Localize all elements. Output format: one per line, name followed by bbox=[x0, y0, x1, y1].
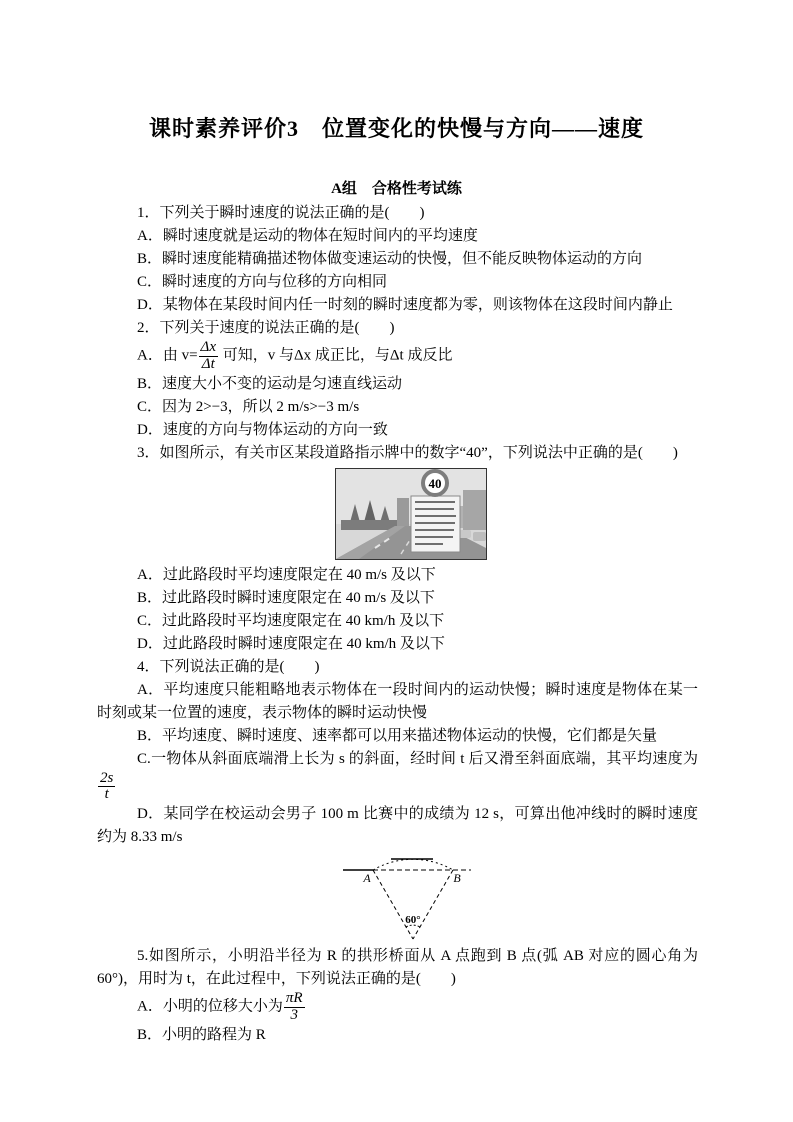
question-1-option-b: B．瞬时速度能精确描述物体做变速运动的快慢，但不能反映物体运动的方向 bbox=[137, 251, 643, 267]
question-2-option-a bbox=[97, 340, 698, 373]
speed-limit-value: 40 bbox=[428, 475, 442, 491]
question-5-option-a bbox=[97, 991, 698, 1024]
option-text: C.一物体从斜面底端滑上长为 s 的斜面，经时间 t 后又滑至斜面底端，其平均速度为 bbox=[137, 750, 698, 767]
question-1-option-d: D．某物体在某段时间内任一时刻的瞬时速度都为零，则该物体在这段时间内静止 bbox=[137, 297, 673, 313]
option-text: A．小明的位移大小为 bbox=[137, 998, 283, 1015]
question-2-option-c: C．因为 2>−3，所以 2 m/s>−3 m/s bbox=[137, 398, 360, 415]
question-3-option-d: D．过此路段时瞬时速度限定在 40 km/h 及以下 bbox=[137, 635, 445, 652]
question-5-option-b: B．小明的路程为 R bbox=[137, 1026, 266, 1043]
fraction-numerator: πR bbox=[285, 990, 303, 1006]
section-heading: A组 合格性考试练 bbox=[331, 181, 462, 197]
sign-panel-text-lines bbox=[415, 502, 456, 544]
question-1-stem: 1．下列关于瞬时速度的说法正确的是( ) bbox=[137, 205, 425, 221]
question-5-stem: 5.如图所示，小明沿半径为 R 的拱形桥面从 A 点跑到 B 点(弧 AB 对应的圆心角为 60°)，用时为 t，在此过程中，下列说法正确的是( ) bbox=[97, 948, 698, 987]
fraction-denominator: t bbox=[104, 786, 109, 803]
question-3-option-b: B．过此路段时瞬时速度限定在 40 m/s 及以下 bbox=[137, 589, 435, 606]
bridge-arc bbox=[373, 859, 453, 870]
fraction-dx-dt bbox=[198, 340, 219, 373]
angle-label: 60° bbox=[405, 914, 421, 926]
option-text: 可知，v 与Δx 成正比，与Δt 成反比 bbox=[219, 347, 453, 364]
question-2-stem: 2．下列关于速度的说法正确的是( ) bbox=[137, 320, 395, 336]
point-a-label: A bbox=[363, 871, 371, 885]
radius-b bbox=[413, 870, 453, 939]
question-2-option-b: B．速度大小不变的运动是匀速直线运动 bbox=[137, 375, 403, 392]
question-3-option-c: C．过此路段时平均速度限定在 40 km/h 及以下 bbox=[137, 612, 445, 629]
option-text: A．由 v= bbox=[137, 347, 198, 364]
question-3-option-a: A．过此路段时平均速度限定在 40 m/s 及以下 bbox=[137, 566, 436, 583]
question-1-option-a: A．瞬时速度就是运动的物体在短时间内的平均速度 bbox=[137, 228, 478, 244]
road-photo-figure bbox=[335, 468, 487, 560]
question-4-option-b: B．平均速度、瞬时速度、速率都可以用来描述物体运动的快慢，它们都是矢量 bbox=[137, 727, 658, 744]
page-title: 课时素养评价3 位置变化的快慢与方向——速度 bbox=[148, 116, 644, 141]
fraction-denominator: Δt bbox=[201, 355, 215, 372]
question-1-option-c: C．瞬时速度的方向与位移的方向相同 bbox=[137, 274, 388, 290]
radius-a bbox=[373, 870, 413, 939]
question-4-stem: 4．下列说法正确的是( ) bbox=[137, 658, 320, 675]
question-3-stem: 3．如图所示，有关市区某段道路指示牌中的数字“40”，下列说法中正确的是( ) bbox=[137, 444, 678, 461]
fraction-piR-3 bbox=[283, 991, 306, 1024]
point-b-label: B bbox=[453, 871, 461, 885]
question-4-option-d: D．某同学在校运动会男子 100 m 比赛中的成绩为 12 s，可算出他冲线时的瞬时速度约为 8.33 m/s bbox=[97, 806, 698, 845]
car bbox=[473, 532, 486, 541]
worksheet-body bbox=[97, 202, 698, 1047]
question-4-option-c bbox=[97, 748, 698, 804]
building bbox=[463, 490, 486, 530]
fraction-2s-t bbox=[97, 771, 116, 804]
fraction-denominator: 3 bbox=[290, 1006, 298, 1023]
question-4-option-a: A．平均速度只能粗略地表示物体在一段时间内的运动快慢；瞬时速度是物体在某一时刻或某一位置的速度，表示物体的瞬时运动快慢 bbox=[97, 681, 698, 721]
fraction-numerator: 2s bbox=[100, 769, 114, 786]
building bbox=[397, 498, 409, 526]
fraction-numerator: Δx bbox=[200, 339, 217, 355]
hedge bbox=[341, 520, 397, 530]
arc-bridge-figure bbox=[341, 851, 473, 943]
question-2-option-d: D．速度的方向与物体运动的方向一致 bbox=[137, 421, 388, 438]
